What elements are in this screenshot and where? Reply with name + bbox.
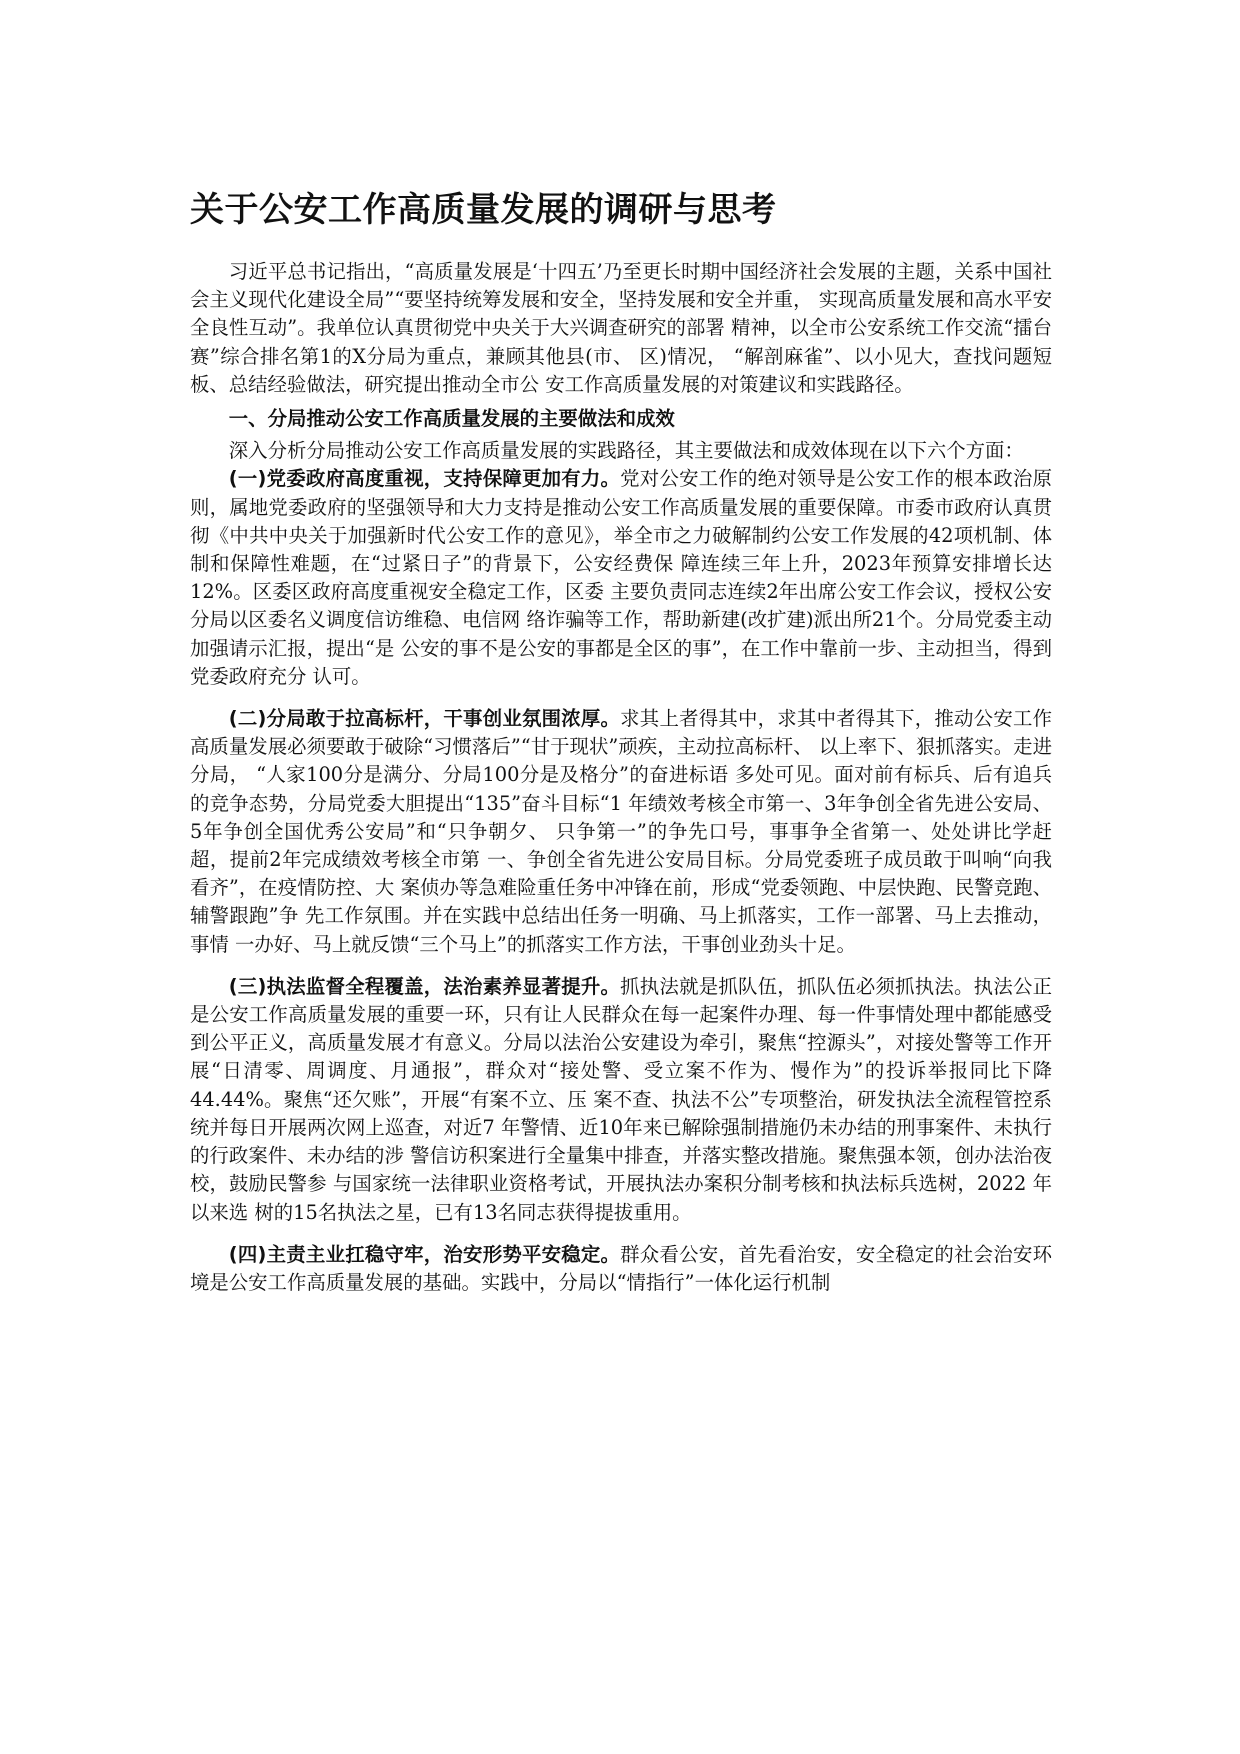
item-paragraph-3 [190, 973, 1052, 1227]
item-text: 群众看公安，首先看治安，安全稳定的社会治安环境是公安工作高质量发展的基础。实践中，分局以“情指行”一体化运行机制 [190, 1242, 1052, 1294]
document-page [190, 186, 1052, 1297]
item-paragraph-4 [190, 1241, 1052, 1297]
document-title: 关于公安工作高质量发展的调研与思考 [190, 190, 777, 230]
item-paragraph-1 [190, 465, 1052, 691]
paragraph-gap [190, 691, 1052, 705]
item-text: 党对公安工作的绝对领导是公安工作的根本政治原则，属地党委政府的坚强领导和大力支持是推动公安工作高质量发展的重要保障。市委市政府认真贯彻《中共中央关于加强新时代公安工作的意见》，举全市之力破解制约公安工作发展的42项机制、体制和保障性难题，在“过紧日子”的背景下，公安经费保 障连续三年上升，2023年预算安排增长达12%。区委区政府高度重视安全稳定工作，区委 主要负责同志连续2年出席公安工作会议，授权公安分局以区委名义调度信访维稳、电信网 络诈骗等工作，帮助新建(改扩建)派出所21个。分局党委主动加强请示汇报，提出“是 公安的事不是公安的事都是全区的事”，在工作中靠前一步、主动担当，得到党委政府充分 认可。 [190, 467, 1052, 688]
item-text: 抓执法就是抓队伍，抓队伍必须抓执法。执法公正是公安工作高质量发展的重要一环，只有让人民群众在每一起案件办理、每一件事情处理中都能感受到公平正义，高质量发展才有意义。分局以法治公安建设为牵引，聚焦“控源头”，对接处警等工作开展“日清零、周调度、月通报”，群众对“接处警、受立案不作为、慢作为”的投诉举报同比下降44.44%。聚焦“还欠账”，开展“有案不立、压 案不查、执法不公”专项整治，研发执法全流程管控系统并每日开展两次网上巡查，对近7 年警情、近10年来已解除强制措施仍未办结的刑事案件、未执行的行政案件、未办结的涉 警信访积案进行全量集中排查，并落实整改措施。聚焦强本领，创办法治夜校，鼓励民警参 与国家统一法律职业资格考试，开展执法办案积分制考核和执法标兵选树，2022 年以来选 树的15名执法之星，已有13名同志获得提拔重用。 [190, 974, 1052, 1224]
item-text: 求其上者得其中，求其中者得其下，推动公安工作高质量发展必须要敢于破除“习惯落后”“甘于现状”顽疾，主动拉高标杆、 以上率下、狠抓落实。走进分局， “人家100分是满分、分局100分是及格分”的奋进标语 多处可见。面对前有标兵、后有追兵的竞争态势，分局党委大胆提出“135”奋斗目标“1 年绩效考核全市第一、3年争创全省先进公安局、5年争创全国优秀公安局”和“只争朝夕、 只争第一”的争先口号，事事争全省第一、处处讲比学赶超，提前2年完成绩效考核全市第 一、争创全省先进公安局目标。分局党委班子成员敢于叫响“向我看齐”，在疫情防控、大 案侦办等急难险重任务中冲锋在前，形成“党委领跑、中层快跑、民警竞跑、辅警跟跑”争 先工作氛围。并在实践中总结出任务一明确、马上抓落实，工作一部署、马上去推动，事情 一办好、马上就反馈“三个马上”的抓落实工作方法，干事创业劲头十足。 [190, 707, 1052, 956]
intro-paragraph: 习近平总书记指出，“高质量发展是‘十四五’乃至更长时期中国经济社会发展的主题，关系中国社会主义现代化建设全局”“要坚持统筹发展和安全，坚持发展和安全并重， 实现高质量发展和高水平安全良性互动”。我单位认真贯彻党中央关于大兴调查研究的部署 精神，以全市公安系统工作交流“擂台赛”综合排名第1的X分局为重点，兼顾其他县(市、 区)情况， “解剖麻雀”、以小见大，查找问题短板、总结经验做法，研究提出推动全市公 安工作高质量发展的对策建议和实践路径。 [190, 260, 1052, 396]
item-lead: (三)执法监督全程覆盖，法治素养显著提升。 [228, 974, 621, 998]
paragraph-gap [190, 1227, 1052, 1241]
paragraph-gap [190, 959, 1052, 973]
item-lead: (二)分局敢于拉高标杆，干事创业氛围浓厚。 [228, 707, 621, 731]
item-lead: (一)党委政府高度重视，支持保障更加有力。 [228, 467, 621, 491]
item-lead: (四)主责主业扛稳守牢，治安形势平安稳定。 [228, 1242, 621, 1266]
item-paragraph-2 [190, 705, 1052, 959]
section-intro-paragraph: 深入分析分局推动公安工作高质量发展的实践路径，其主要做法和成效体现在以下六个方面： [228, 439, 1024, 463]
section-heading: 一、分局推动公安工作高质量发展的主要做法和成效 [228, 407, 675, 431]
